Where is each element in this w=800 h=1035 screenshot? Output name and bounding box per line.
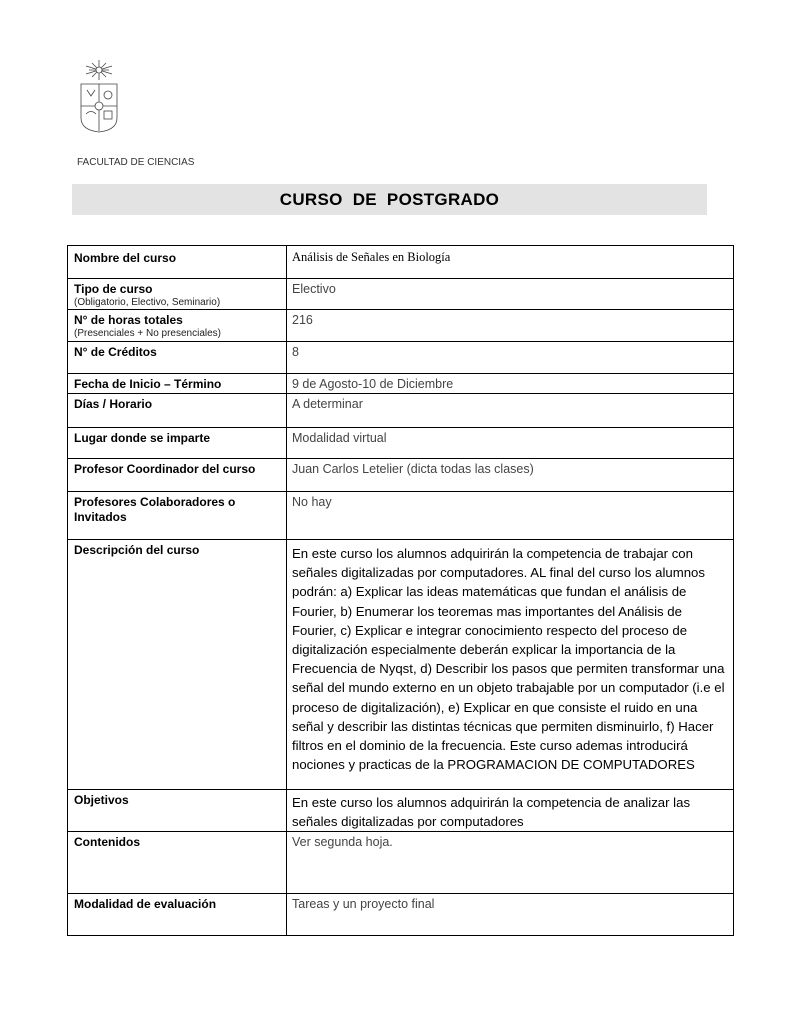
location-value: Modalidad virtual [292, 431, 387, 445]
row-collaborators [68, 492, 734, 540]
university-seal-logo [78, 58, 120, 134]
dates-label: Fecha de Inicio – Término [74, 377, 222, 391]
row-description [68, 540, 734, 790]
row-credits [68, 342, 734, 374]
contents-label: Contenidos [74, 835, 140, 850]
row-course-name [68, 246, 734, 279]
description-value: En este curso los alumnos adquirirán la competencia de trabajar con señales digitalizadas por computadores. AL final del curso los alumnos podrán: a) Explicar las ideas matemáticas que fundan el análisis de Fourier, b) Enumerar los teoremas mas importantes del Análisis de Fourier, c) Explicar e integrar conocimiento respecto del proceso de digitalización especialmente deberán explicar la importancia de la Frecuencia de Nyqst, d) Describir los pasos que permiten transformar una señal del mundo externo en un objeto trabajable por un computador (i.e el proceso de digitalización), e) Explicar en que consiste el ruido en una señal y describir las distintas técnicas que permiten disminuirlo, f) Hacer filtros en el dominio de la frecuencia. Este curso ademas introducirá nociones y practicas de la PROGRAMACION DE COMPUTADORES [292, 546, 725, 773]
credits-label: N° de Créditos [74, 345, 157, 359]
schedule-value: A determinar [292, 397, 363, 411]
row-objectives [68, 790, 734, 832]
row-dates [68, 374, 734, 394]
contents-value: Ver segunda hoja. [292, 835, 393, 850]
collaborators-label: Profesores Colaboradores o Invitados [74, 495, 236, 524]
total-hours-sublabel: (Presenciales + No presenciales) [74, 328, 222, 339]
description-label: Descripción del curso [74, 543, 200, 557]
row-schedule [68, 394, 734, 428]
row-coordinator [68, 459, 734, 492]
row-total-hours [68, 310, 734, 342]
course-type-value: Electivo [292, 282, 336, 296]
course-type-label: Tipo de curso [74, 282, 153, 296]
page-title: CURSO DE POSTGRADO [279, 189, 500, 209]
row-course-type [68, 279, 734, 310]
title-bar [72, 184, 707, 215]
dates-value: 9 de Agosto-10 de Diciembre [292, 377, 454, 391]
course-name-label: Nombre del curso [74, 251, 177, 265]
row-contents [68, 832, 734, 894]
row-location [68, 428, 734, 459]
location-label: Lugar donde se imparte [74, 431, 211, 445]
evaluation-value: Tareas y un proyecto final [292, 897, 435, 912]
total-hours-label: N° de horas totales [74, 313, 183, 327]
coordinator-label: Profesor Coordinador del curso [74, 462, 256, 476]
objectives-value: En este curso los alumnos adquirirán la competencia de analizar las señales digitalizadas por computadores [292, 795, 691, 830]
evaluation-label: Modalidad de evaluación [74, 897, 217, 912]
objectives-label: Objetivos [74, 793, 129, 807]
course-name-value: Análisis de Señales en Biología [292, 250, 451, 264]
coordinator-value: Juan Carlos Letelier (dicta todas las clases) [292, 462, 534, 476]
schedule-label: Días / Horario [74, 397, 153, 411]
course-info-table [67, 245, 734, 936]
course-type-sublabel: (Obligatorio, Electivo, Seminario) [74, 297, 221, 308]
credits-value: 8 [292, 345, 299, 359]
collaborators-value: No hay [292, 495, 332, 509]
total-hours-value: 216 [292, 313, 313, 327]
row-evaluation [68, 894, 734, 936]
faculty-name: FACULTAD DE CIENCIAS [77, 157, 195, 168]
